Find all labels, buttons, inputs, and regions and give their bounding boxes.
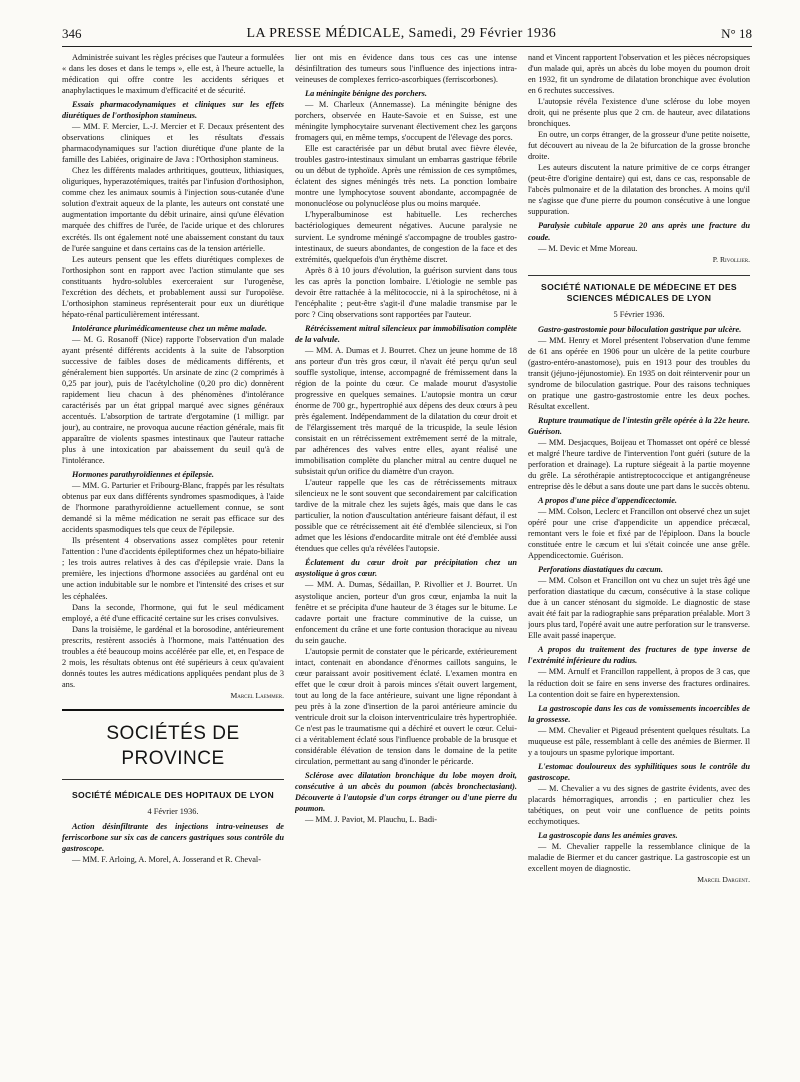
report-title: Intolérance plurimédicamenteuse chez un même malade. [72, 323, 267, 333]
paragraph: Dans la troisième, le gardénal et la borosodine, antérieurement prescrits, restèrent associés à l'hormone, mais l'atténuation des troubles a été beaucoup moins accélérée par elle, et, en l'espace de 2 mois, les résultats obtenus ont été supérieurs à ceux qu'avaient donnés toutes les autres médications appliquées pendant plus de 3 ans. [62, 624, 284, 689]
report-title: La méningite bénigne des porchers. [305, 89, 427, 99]
report-text: — MM. Henry et Morel présentent l'observation d'une femme de 61 ans opérée en 1906 pour un ulcère de la petite courbure (gastro-entéro-anastomose), puis en 1913 pour des troubles du transit (jéjuno-jéjunostomie). En 1935 on doit réintervenir pour un syndrome de biloculation gastrique. Pour des raisons techniques on pratique une gastro-gastrostomie entre les deux poches. Résultat excellent. [528, 335, 750, 411]
society-name: SOCIÉTÉ MÉDICALE DES HOPITAUX DE LYON [71, 790, 275, 801]
paragraph: Après 8 à 10 jours d'évolution, la guérison survient dans tous les cas après la ponction lombaire. L'étiologie ne semble pas devoir être rattachée à la mélitococcie, ni à la spirochétose, ni à l'encéphalite ; peut-être s'agit-il d'une maladie transmise par le porc ? Cinq observations sont rapportées par l'auteur. [295, 265, 517, 319]
report-title: La gastroscopie dans les cas de vomissements incoercibles de la grossesse. [528, 703, 750, 724]
paragraph: Dans la seconde, l'hormone, qui fut le seul médicament employé, a été d'une efficacité certaine sur les crises convulsives. [62, 602, 284, 623]
column-1 [62, 52, 284, 1072]
report-title: A propos d'une pièce d'appendicectomie. [538, 496, 677, 505]
author-signature: P. Rivollier. [712, 254, 750, 264]
report-text: — MM. F. Mercier, L.-J. Mercier et F. Decaux présentent des observations cliniques et les résultats d'essais pharmacodynamiques sur l'action diurétique d'une plante de la famille des Labiées, originaire de Java : l'Orthosiphon stamineus. [62, 122, 284, 165]
report-text: — MM. Arnulf et Francillon rappellent, à propos de 3 cas, que la réduction doit se faire en sens inverse des fractures ordinaires. La contention doit se faire en hyperextension. [528, 667, 750, 699]
report-text: — MM. Colson, Leclerc et Francillon ont observé chez un sujet opéré pour une crise d'appendicite un appendice précæcal, remontant vers le foie et fixé par de l'épiploon. Dans la boucle constituée entre le cæcum et lui s'était coincée une anse grêle. Appendicectomie. Guérison. [528, 507, 750, 561]
report-text: — M. Charleux (Annemasse). La méningite bénigne des porchers, observée en Haute-Savoie et en Suisse, est une méningite lymphocytaire survenant électivement chez les garçons fromagers qui, en même temps, s'occupent de l'élevage des porcs. [295, 100, 517, 143]
paragraph: Elle est caractérisée par un début brutal avec fièvre élevée, troubles gastro-intestinaux simulant un embarras gastrique fébrile ou un début de typhoïde. Après une rémission de ces symptômes, éclatent des signes méningés très nets. La ponction lombaire montre une lymphocytose souvent abondante, accompagnée de mononucléose ou polynucléose plus ou moins marquée. [295, 144, 517, 209]
paragraph: L'autopsie permit de constater que le péricarde, extérieurement intact, contenait en abondance d'énormes caillots sanguins, le cœur paraissant avoir positivement éclaté. L'examen montra en effet que le cœur droit à parois minces s'était ouvert largement, tout au long de la face antérieure, suivant une ligne répondant à peu près à la zone d'insertion de la paroi antérieure amincie du ventricule droit sur la cloison interventriculaire très hypertrophiée. Ce n'est pas le traumatisme qui a déchiré et ouvert le cœur. Celui-ci a véritablement éclaté sous l'influence probable de la brusque et considérable élévation de tension dans le domaine de la petite circulation, permettant au sang d'inonder le péricarde. [295, 646, 517, 766]
report-text: — M. G. Rosanoff (Nice) rapporte l'observation d'un malade ayant présenté différents accidents à la suite de l'absorption successive de faibles doses de médicaments différents, et généralement bien supportés. Un arsinate de zinc (2 comprimés à 0,25 par jour), puis de l'acétylcholine (0,20 pro dic) donnèrent rapidement lieu chacun à des phénomènes d'intolérance caractérisés par un état grippal marqué avec signes généraux accentués. L'absorption de tartrate d'ergotamine (1 milligr. par jour), au contraire, ne provoqua aucune réaction générale, mais fit apparaître de violents spasmes intestinaux que l'auteur rattache plus à une intoxication par abaissement du seuil qu'à de l'intolérance. [62, 334, 284, 466]
report-text: — MM. G. Parturier et Fribourg-Blanc, frappés par les résultats obtenus par eux dans différents syndromes spasmodiques, à l'aide de l'hormone parathyroïdienne actuellement connue, se sont demandé si la même médication ne serait pas efficace sur des accidents spasmodiques tels que ceux de l'épilepsie. [62, 481, 284, 535]
report-text: — M. Devic et Mme Moreau. [538, 243, 638, 253]
session-date: 4 Février 1936. [147, 806, 199, 816]
report-text: — MM. Colson et Francillon ont vu chez un sujet très âgé une perforation diastatique du cæcum, consécutive à la stase colique due à un cancer sténosant du sigmoïde. Le diagnostic de stase avait été fait par la radiographie sans préparation préalable. Mort 3 jours plus tard, l'opéré avait une autre perforation sur le transverse. Elle avait passé inaperçue. [528, 576, 750, 641]
society-name: SOCIÉTÉ NATIONALE DE MÉDECINE ET DES SCIENCES MÉDICALES DE LYON [541, 281, 737, 304]
report-text: — MM. A. Dumas, Sédaillan, P. Rivollier et J. Bourret. Un asystolique ancien, porteur d'un gros cœur, enjamba la nuit la fenêtre et se précipita d'une hauteur de 3 étages sur le bitume. Le cadavre portait une fracture comminutive de la cuisse, un enfoncement du crâne et une forte contusion thoracique au niveau du sein gauche. [295, 580, 517, 645]
paragraph: Administrée suivant les règles précises que l'auteur a formulées « dans les doses et dans le temps », elle est, à l'heure actuelle, la médication qui offre contre les accidents sériques et anaphylactiques le maximum d'efficacité et de sécurité. [62, 53, 284, 96]
issue-number: N° 18 [721, 26, 752, 41]
page-number: 346 [62, 26, 82, 41]
column-3 [528, 52, 750, 1072]
session-date: 5 Février 1936. [613, 309, 665, 319]
divider [528, 275, 750, 276]
report-title: Éclatement du cœur droit par précipitation chez un asystolique à gros cœur. [295, 558, 517, 579]
paragraph: lier ont mis en évidence dans tous ces cas une intense désinfiltration des tumeurs sous l'influence des injections intra-veineuses de complexes ferrico-ascorbiques (ferriscorbones). [295, 53, 517, 85]
report-title: Essais pharmacodynamiques et cliniques sur les effets diurétiques de l'orthosiphon stamineus. [62, 100, 284, 121]
masthead: LA PRESSE MÉDICALE, Samedi, 29 Février 1936 [246, 26, 557, 41]
report-title: Hormones parathyroïdiennes et épilepsie. [72, 470, 214, 480]
column-2 [295, 52, 517, 1072]
report-text: — MM. J. Paviot, M. Plauchu, L. Badi- [305, 815, 438, 825]
report-title: Rupture traumatique de l'intestin grêle opérée à la 22e heure. Guérison. [528, 415, 750, 436]
paragraph: Ils présentent 4 observations assez complètes pour retenir l'attention : l'une d'accidents épileptiformes chez un hépato-biliaire ; les trois autres relatives à des cas d'épilepsie vraie. Dans la première, les injections d'hormone associées au gardénal ont eu une action indubitable sur le nombre et l'intensité des crises et sur les céphalées. [62, 536, 284, 601]
author-signature: Marcel Dargent. [697, 875, 750, 885]
paragraph: Les auteurs discutent la nature primitive de ce corps étranger (peut-être d'origine dentaire) qui est, dans ce cas, responsable de l'abcès pulmonaire et de la dilatation des bronches. A moins qu'il ne s'agisse que d'une pierre du poumon consécutive à une longue suppuration. [528, 163, 750, 217]
report-title: Gastro-gastrostomie pour biloculation gastrique par ulcère. [538, 324, 742, 334]
paragraph: L'hyperalbuminose est habituelle. Les recherches bactériologiques demeurent négatives. Aucune paralysie ne survient. Le syndrome méningé s'accompagne de troubles gastro-intestinaux, de sueurs abondantes, de congestion de la face et des extrémités, quelquefois d'un érythème discret. [295, 210, 517, 264]
report-text: — M. Chevalier rappelle la ressemblance clinique de la maladie de Biermer et du cancer gastrique. La gastroscopie est un excellent moyen de diagnostic. [528, 841, 750, 873]
report-text: — MM. Chevalier et Pigeaud présentent quelques résultats. La muqueuse est pâle, ressemblant à celle des anémies de Biermer. Il y a toujours un spasme pylorique important. [528, 725, 750, 757]
article-columns [62, 52, 752, 1072]
report-title: Sclérose avec dilatation bronchique du lobe moyen droit, consécutive à un abcès du poumon (abcès bronchectasiant). Découverte à l'autopsie d'un corps étranger ou d'une pierre du poumon. [295, 771, 517, 814]
report-title: Paralysie cubitale apparue 20 ans après une fracture du coude. [528, 221, 750, 242]
report-title: L'estomac douloureux des syphilitiques sous le contrôle du gastroscope. [528, 761, 750, 782]
paragraph: Chez les différents malades arthritiques, goutteux, lithiasiques, oliguriques, hyperazotémiques, traités par l'infusion d'orthosiphon, comme chez les animaux soumis à l'injection sous-cutanée d'une solution d'extrait aqueux de la plante, les auteurs ont constaté une augmentation importante du débit urinaire, ainsi qu'une élévation marquée des chiffres de l'urée, de l'acide urique et des chlorures excrétés. Ils ont également noté une abaissement constant du taux de l'urée sanguine et dans certains cas de la tension artérielle. [62, 166, 284, 253]
report-title: La gastroscopie dans les anémies graves. [538, 830, 678, 840]
paragraph: nand et Vincent rapportent l'observation et les pièces nécropsiques d'un malade qui, après un abcès du lobe moyen du poumon droit en 1932, fit un syndrome de dilatation bronchique avec évolution en 6 rechutes successives. [528, 53, 750, 96]
paragraph: L'autopsie révéla l'existence d'une sclérose du lobe moyen droit, qui ne présente plus que 2 cm. de hauteur, avec dilatations bronchiques. [528, 97, 750, 129]
section-title: SOCIÉTÉS DE PROVINCE [62, 721, 284, 781]
section-header [62, 709, 284, 781]
report-title: Action désinfiltrante des injections intra-veineuses de ferriscorbone sur six cas de cancers gastriques sous contrôle du gastroscope. [62, 821, 284, 853]
report-title: A propos du traitement des fractures de type inverse de l'extrémité inférieure du radius. [528, 645, 750, 666]
report-text: — MM. F. Arloing, A. Morel, A. Josserand et R. Cheval- [72, 854, 262, 864]
author-signature: Marcel Laemmer. [230, 690, 284, 700]
paragraph: En outre, un corps étranger, de la grosseur d'une petite noisette, fut découvert au niveau de la 2e bifurcation de la grosse bronche droite. [528, 130, 750, 162]
page-header [62, 18, 752, 47]
paragraph: Les auteurs pensent que les effets diurétiques complexes de l'orthosiphon sont en rapport avec l'action stimulante que ses constituants hydro-solubles exerceraient sur l'urogenèse, l'excrétion des déchets, et probablement aussi sur l'uropoïèse. L'orthosiphon stamineus représenterait pour eux un diurétique hépato-rénal particulièrement intéressant. [62, 254, 284, 319]
report-text: — MM. Desjacques, Boijeau et Thomasset ont opéré ce blessé et malgré l'heure tardive de l'intervention l'ont guéri (suture de la perforation et drainage). La rupture siégeait à la partie moyenne du grêle. La sérothérapie antistreptococcique et antigangréneuse entreprise dès le début a sans doute une part dans le succès obtenu. [528, 437, 750, 491]
paragraph: L'auteur rappelle que les cas de rétrécissements mitraux silencieux ne le sont souvent que secondairement par calcification tardive de la mitrale chez les sujets âgés, mais que dans le cas particulier, la notion d'auscultation antérieure faisant défaut, il est possible que ce rétrécissement ait été d'emblée silencieux, si l'on admet que les lésions d'endocardite mitrale ont été d'emblée aussi étendues que celles qu'a révélées l'autopsie. [295, 478, 517, 554]
report-title: Perforations diastatiques du cæcum. [538, 565, 663, 575]
report-title: Rétrécissement mitral silencieux par immobilisation complète de la valvule. [295, 323, 517, 344]
report-text: — M. Chevalier a vu des signes de gastrite évidents, avec des placards hémorragiques, arrondis ; en particulier chez les tabétiques, on peut voir une confluence de petits points ecchymotiques. [528, 783, 750, 826]
report-text: — MM. A. Dumas et J. Bourret. Chez un jeune homme de 18 ans porteur d'un très gros cœur, il n'avait été perçu qu'un seul souffle systolique, intense, accompagné de frémissement dans la région de la pointe du cœur. Ce malade mourut d'asystolie progressive en quelques semaines. L'autopsie montra un cœur énorme de 700 gr., hypertrophié aux dépens des deux cœurs à peu près également. Indépendamment de la dilatation du cœur droit et de l'élargissement très marqué de la tricuspide, la seule lésion consistait en un rétrécissement extrêmement serré de la mitrale, par adhérences des valves entre elles, ayant réalisé une immobilisation complète du plancher mitral au centre duquel ne subsistait qu'un orifice du diamètre d'un crayon. [295, 345, 517, 477]
